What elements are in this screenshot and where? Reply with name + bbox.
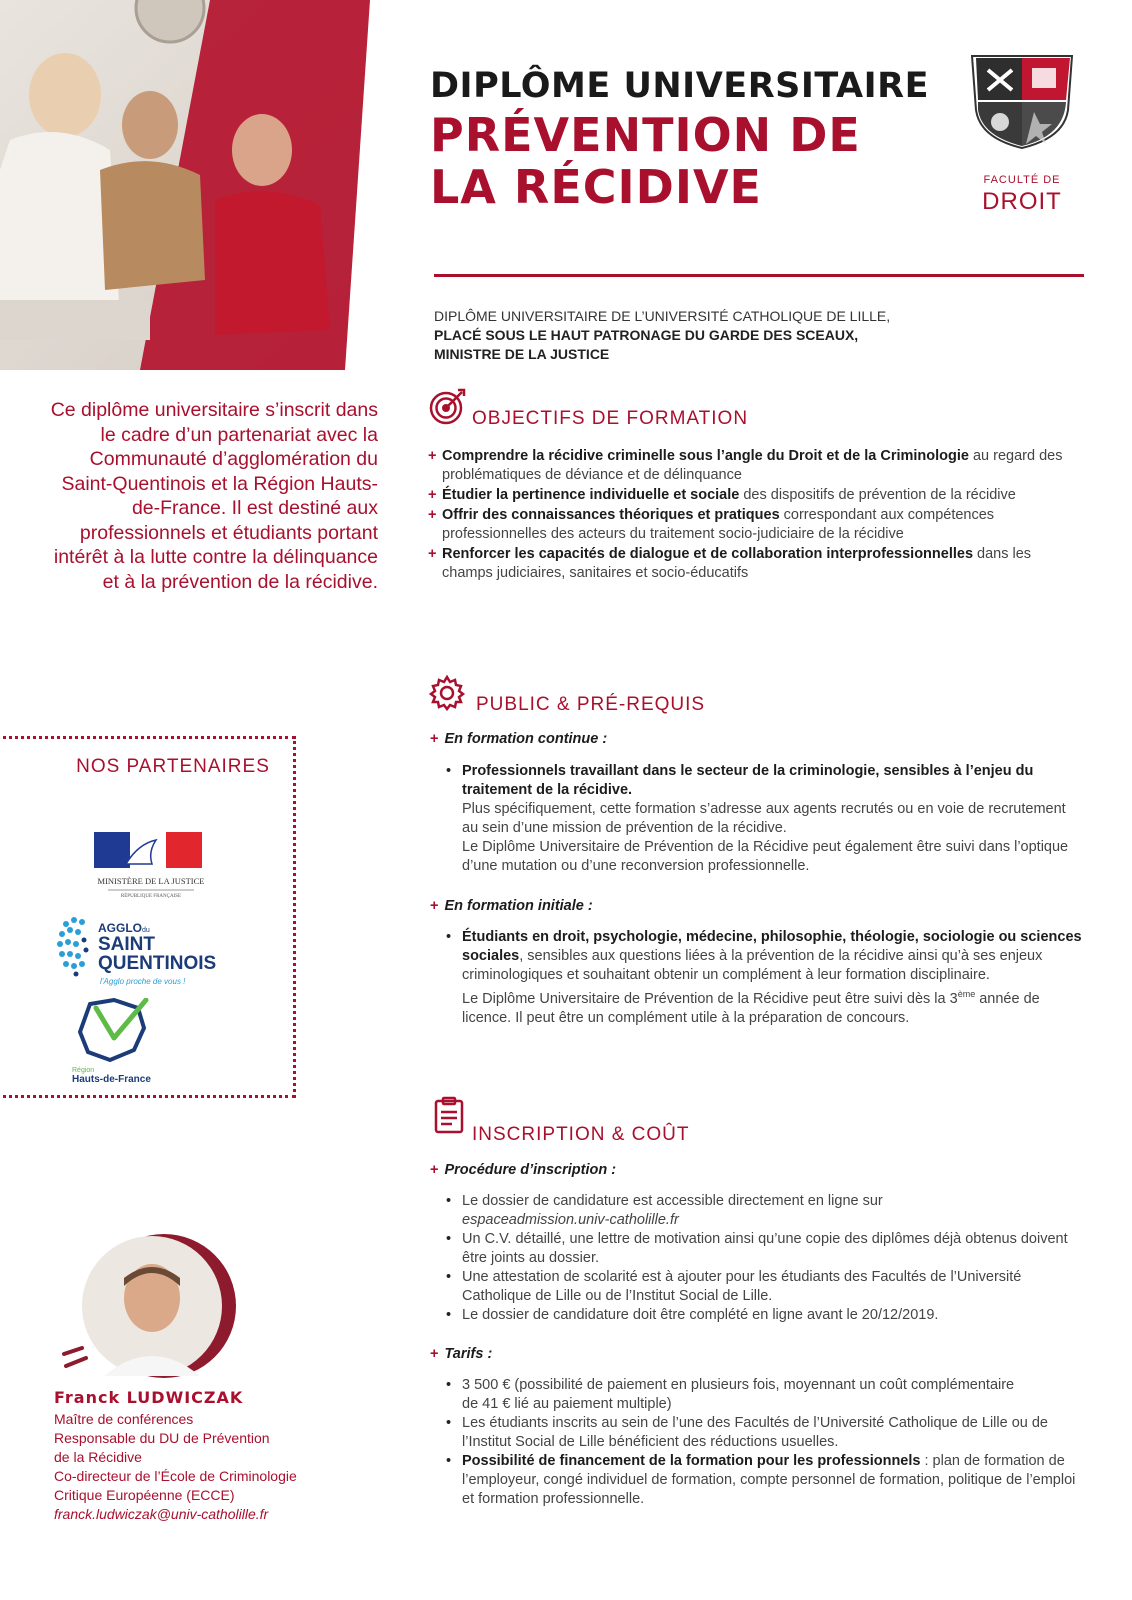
procedure-list [444,1192,1084,1325]
person-details [54,1410,374,1524]
item-text: correspondant aux compétences professionnelles des acteurs du traitement socio-judiciaire de la récidive [442,507,995,542]
item-bold: Étudier la pertinence individuelle et sociale [442,487,740,503]
item-text: , sensibles aux questions liées à la prévention de la récidive ainsi qu’à ses enjeux criminologiques et souhaitant obtenir un complément à leur formation disciplinaire. [462,948,1043,983]
sub-heading-label: Tarifs : [444,1346,493,1362]
avatar [76,1226,236,1386]
list-item: • Un C.V. détaillé, une lettre de motivation ainsi qu’une copie des diplômes déjà obtenus doivent être joints au dossier. [444,1230,1084,1268]
person-codirector: Co-directeur de l’École de Criminologie [54,1468,297,1484]
target-icon [428,388,466,426]
list-item [444,1452,1084,1509]
region-small: Région [72,1067,95,1074]
section-title-public: PUBLIC & PRÉ-REQUIS [476,694,706,715]
person-title: Maître de conférences [54,1411,194,1427]
objectifs-list [428,447,1078,584]
agglo-saint: SAINT [98,934,155,955]
item-bold: Renforcer les capacités de dialogue et de collaboration interprofessionnelles [442,546,974,562]
sub-heading-continue: + En formation continue : [430,731,608,747]
intro-paragraph: Ce diplôme universitaire s’inscrit dans le cadre d’un partenariat avec la Communauté d’agglomération du Saint-Quentinois et la Région Hauts-de-France. Il est destiné aux professionnels et étudiants portant intérêt à la lutte contre la délinquance et à la prévention de la récidive. [50,399,378,593]
list-item [428,545,1078,583]
item-text: : plan de formation de l’employeur, congé individuel de formation, compte personnel de formation, politique de l’emploi et formation professionnelle. [462,1453,1076,1507]
person-role-cont: de la Récidive [54,1449,142,1465]
sub-heading-label: Procédure d’inscription : [444,1162,617,1178]
agglo-saint-quentinois-logo [54,912,254,992]
gear-icon [428,674,466,712]
person-role: Responsable du DU de Prévention [54,1430,270,1446]
item-text: des dispositifs de prévention de la récidive [739,487,1016,503]
region-hauts-de-france-logo [70,998,180,1088]
faculty-label-big: DROIT [982,188,1062,215]
list-item: • 3 500 € (possibilité de paiement en plusieurs fois, moyennant un coût complémentaire de 41 € lié au paiement multiple) [444,1376,1084,1414]
hero-photo [0,0,392,370]
list-item: • Une attestation de scolarité est à ajouter pour les étudiants des Facultés de l’Université Catholique de Lille ou de l’Institut Social de Lille. [444,1268,1084,1306]
clipboard-icon [430,1096,468,1134]
section-title-inscription: INSCRIPTION & COÛT [472,1124,690,1145]
sub-heading-label: En formation initiale : [444,898,593,914]
ministere-republic: RÉPUBLIQUE FRANÇAISE [120,894,182,899]
item-text: Le Diplôme Universitaire de Prévention de la Récidive peut également être suivi dans l’optique d’une mutation ou d’une reconversion professionnelle. [462,839,1069,874]
list-item [444,928,1084,1028]
subtitle-line-1: DIPLÔME UNIVERSITAIRE DE L’UNIVERSITÉ CATHOLIQUE DE LILLE, [434,308,891,324]
accent-marks-icon [60,1346,90,1372]
person-email[interactable]: franck.ludwiczak@univ-catholille.fr [54,1506,269,1522]
header-divider [434,274,1084,277]
admission-link[interactable]: espaceadmission.univ-catholille.fr [462,1212,679,1228]
list-item [444,762,1084,876]
title-line-1: DIPLÔME UNIVERSITAIRE [430,66,929,106]
subtitle-line-2: PLACÉ SOUS LE HAUT PATRONAGE DU GARDE DES SCEAUX, [434,327,859,343]
list-item [428,506,1078,544]
partners-title: NOS PARTENAIRES [76,756,270,777]
subtitle-line-3: MINISTRE DE LA JUSTICE [434,346,610,362]
initiale-list [444,928,1084,1028]
ministere-justice-logo [86,830,216,900]
item-bold: Possibilité de financement de la formation pour les professionnels [462,1453,921,1469]
subtitle [434,307,1084,364]
item-text: dans les champs judiciaires, sanitaires et socio-éducatifs [442,546,1032,581]
item-text: au regard des problématiques de déviance et de délinquance [442,448,1063,483]
tarifs-list [444,1376,1084,1509]
item-bold: Offrir des connaissances théoriques et pratiques [442,507,780,523]
item-bold: Étudiants en droit, psychologie, médecine, philosophie, théologie, sociologie ou sciences sociales [462,929,1082,964]
person-name: Franck LUDWICZAK [54,1388,244,1407]
sub-heading-tarifs: + Tarifs : [430,1346,493,1362]
list-item [428,486,1078,505]
agglo-tagline: l’Agglo proche de vous ! [100,977,186,986]
section-title-objectifs: OBJECTIFS DE FORMATION [472,408,749,429]
sub-heading-initiale: + En formation initiale : [430,898,593,914]
sub-heading-label: En formation continue : [444,731,608,747]
title-line-3: LA RÉCIDIVE [430,160,762,214]
title-line-2: PRÉVENTION DE [430,108,861,162]
superscript: ème [957,989,976,999]
ministere-name: MINISTÈRE DE LA JUSTICE [97,876,205,886]
item-text: • Le dossier de candidature est accessible directement en ligne sur [462,1193,883,1209]
list-item: • Les étudiants inscrits au sein de l’une des Facultés de l’Université Catholique de Lille ou de l’Institut Social de Lille bénéficient des réductions usuelles. [444,1414,1084,1452]
agglo-quentinois: QUENTINOIS [98,953,217,974]
item-bold: • Professionnels travaillant dans le secteur de la criminologie, sensibles à l’enjeu du traitement de la récidive. [462,763,1034,798]
agglo-du: du [142,927,150,934]
list-item [444,1192,1084,1230]
faculty-label-small: FACULTÉ DE [983,174,1061,186]
person-codirector-cont: Critique Européenne (ECCE) [54,1487,235,1503]
list-item [428,447,1078,485]
sub-heading-procedure: + Procédure d’inscription : [430,1162,617,1178]
item-text: Le Diplôme Universitaire de Prévention de la Récidive peut être suivi dès la 3 [462,990,958,1007]
item-text: Plus spécifiquement, cette formation s’adresse aux agents recrutés ou en voie de recrutement au sein d’une mission de prévention de la récidive. [462,801,1066,836]
item-text: année de licence. Il peut être un complément utile à la préparation de concours. [462,990,1040,1026]
region-name: Hauts-de-France [72,1074,151,1085]
continue-list [444,762,1084,876]
list-item: • Le dossier de candidature doit être complété en ligne avant le 20/12/2019. [444,1306,1084,1325]
crest-icon [968,50,1076,150]
item-bold: Comprendre la récidive criminelle sous l’angle du Droit et de la Criminologie [442,448,969,464]
agglo-word: AGGLO [98,921,142,935]
